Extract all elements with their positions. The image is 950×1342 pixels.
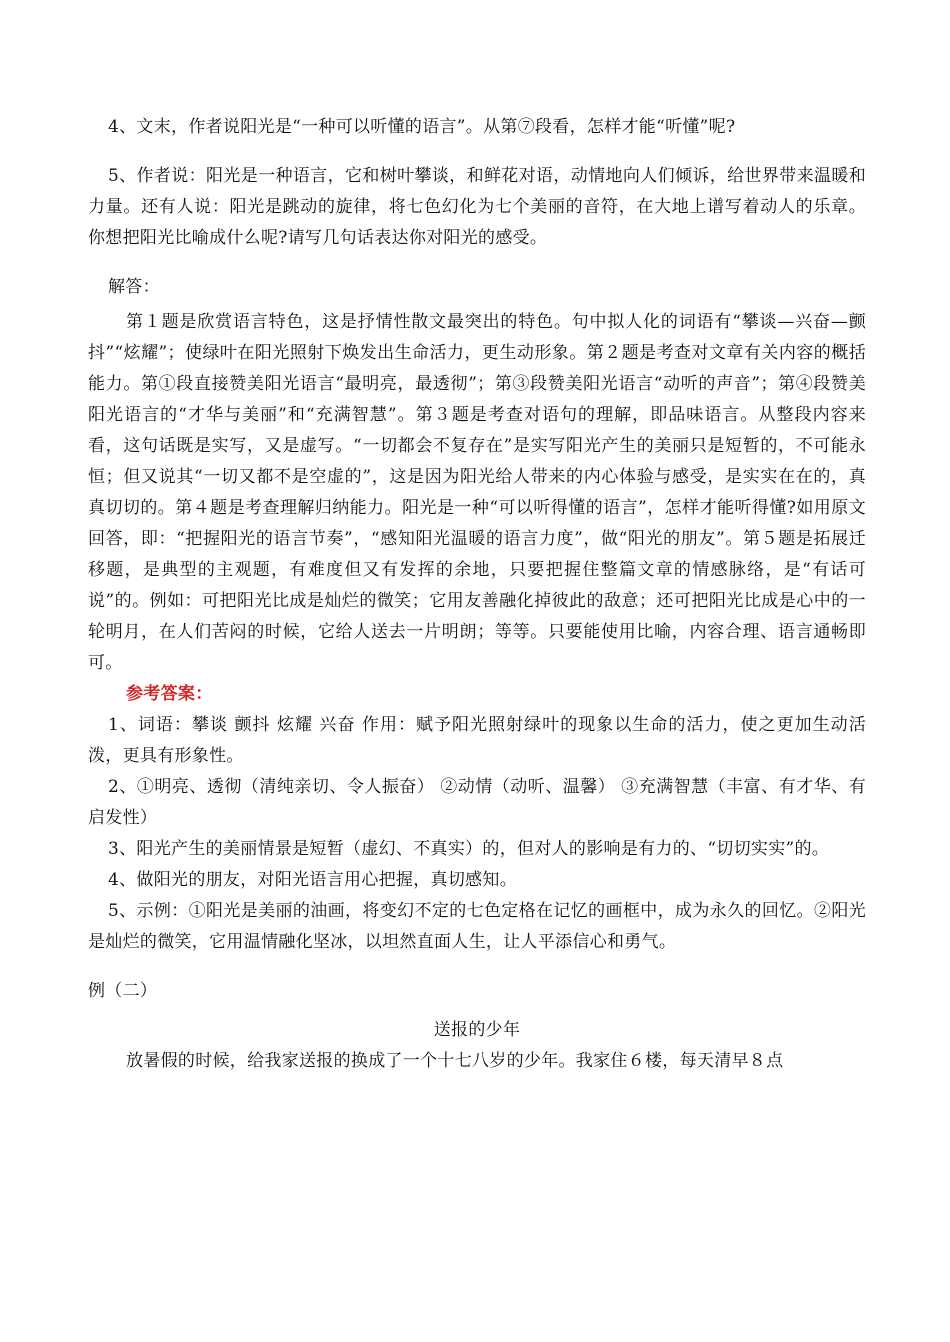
article-first-line: 放暑假的时候，给我家送报的换成了一个十七八岁的少年。我家住６楼，每天清早８点 <box>126 1051 784 1071</box>
question-4: 4、文末，作者说阳光是“一种可以听懂的语言”。从第⑦段看，怎样才能“听懂”呢? <box>108 117 736 137</box>
reference-answer-item-4: 4、做阳光的朋友，对阳光语言用心把握，真切感知。 <box>108 870 518 890</box>
analysis-heading: 解答： <box>108 277 160 297</box>
analysis-body: 第１题是欣赏语言特色，这是抒情性散文最突出的特色。句中拟人化的词语有“攀谈—兴奋—颤抖”“炫耀”；使绿叶在阳光照射下焕发出生命活力，更生动形象。第２题是考查对文章有关内容的概括能力。第①段直接赞美阳光语言“最明亮，最透彻”；第③段赞美阳光语言“动听的声音”；第④段赞美阳光语言的“才华与美丽”和“充满智慧”。第３题是考查对语句的理解，即品味语言。从整段内容来看，这句话既是实写，又是虚写。“一切都会不复存在”是实写阳光产生的美丽只是短暂的，不可能永恒；但又说其“一切又都不是空虚的”，这是因为阳光给人带来的内心体验与感受，是实实在在的，真真切切的。第４题是考查理解归纳能力。阳光是一种“可以听得懂的语言”，怎样才能听得懂?如用原文回答，即：“把握阳光的语言节奏”，“感知阳光温暖的语言力度”，做“阳光的朋友”。第５题是拓展迁移题，是典型的主观题，有难度但又有发挥的余地，只要把握住整篇文章的情感脉络，是“有话可说”的。例如：可把阳光比成是灿烂的微笑；它用友善融化掉彼此的敌意；还可把阳光比成是心中的一轮明月，在人们苦闷的时候，它给人送去一片明朗；等等。只要能使用比喻，内容合理、语言通畅即可。 <box>88 312 866 673</box>
reference-answer-item-5: 5、示例：①阳光是美丽的油画，将变幻不定的七色定格在记忆的画框中，成为永久的回忆。②阳光是灿烂的微笑，它用温情融化坚冰，以坦然直面人生，让人平添信心和勇气。 <box>88 901 866 952</box>
reference-answer-item-2: 2、①明亮、透彻（清纯亲切、令人振奋） ②动情（动听、温馨） ③充满智慧（丰富、有才华、有启发性） <box>88 777 866 828</box>
question-5: 5、作者说：阳光是一种语言，它和树叶攀谈，和鲜花对语，动情地向人们倾诉，给世界带来温暖和力量。还有人说：阳光是跳动的旋律，将七色幻化为七个美丽的音符，在大地上谱写着动人的乐章。你想把阳光比喻成什么呢?请写几句话表达你对阳光的感受。 <box>88 166 866 248</box>
reference-answer-heading: 参考答案： <box>126 684 213 704</box>
document-page <box>88 112 866 1077</box>
reference-answer-item-1: 1、词语：攀谈 颤抖 炫耀 兴奋 作用：赋予阳光照射绿叶的现象以生命的活力，使之更加生动活泼，更具有形象性。 <box>88 715 866 766</box>
article-title: 送报的少年 <box>433 1020 521 1040</box>
reference-answer-item-3: 3、阳光产生的美丽情景是短暂（虚幻、不真实）的，但对人的影响是有力的、“切切实实”的。 <box>108 839 830 859</box>
example-2-label: 例（二） <box>88 981 158 1001</box>
